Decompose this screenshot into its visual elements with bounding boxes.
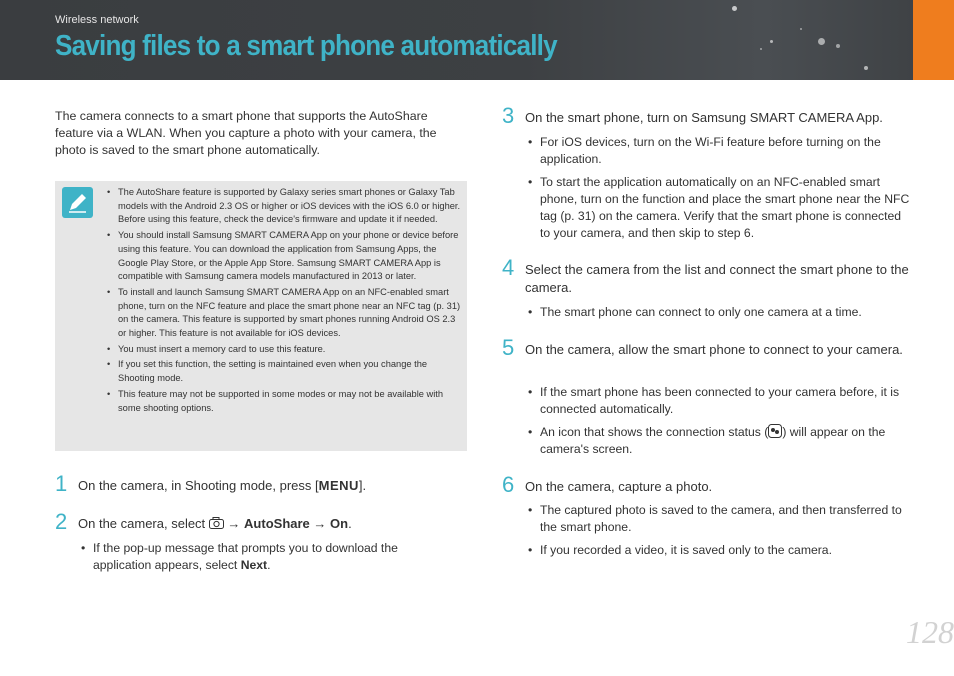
- step-4: 4 Select the camera from the list and connect the smart phone to the camera.: [502, 255, 909, 295]
- page-title: Saving files to a smart phone automatically: [55, 30, 557, 62]
- step-5-sub-1: • If the smart phone has been connected to your camera before, it is connected automatically.: [526, 384, 915, 418]
- step-3-sub-2: • To start the application automatically on an NFC-enabled smart phone, turn on the function and place the smart phone near the NFC tag (p. 31) on the camera. Verify that the smart phone is connected to your camera, and then skip to step 6.: [526, 174, 912, 242]
- step-5-sub-2: • An icon that shows the connection status ( ) will appear on the camera's screen.: [526, 424, 912, 458]
- intro-paragraph: The camera connects to a smart phone that supports the AutoShare feature via a WLAN. When you capture a photo with your camera, the photo is saved to the smart phone automatically.: [55, 109, 437, 157]
- note-item: • You must insert a memory card to use this feature.: [107, 343, 461, 357]
- step-2: 2 On the camera, select → AutoShare → On.: [55, 509, 352, 534]
- section-label: Wireless network: [55, 14, 139, 26]
- step-3-sub-1: • For iOS devices, turn on the Wi-Fi feature before turning on the application.: [526, 134, 912, 168]
- page-number: 128: [906, 614, 954, 650]
- step-number: 2: [55, 509, 68, 534]
- step-3: 3 On the smart phone, turn on Samsung SMART CAMERA App.: [502, 103, 883, 128]
- note-item: • This feature may not be supported in some modes or may not be available with some shooting options.: [107, 388, 461, 415]
- note-item: • If you set this function, the setting is maintained even when you change the Shooting mode.: [107, 358, 461, 385]
- camera-settings-icon: [209, 516, 224, 528]
- step-2-sub: • If the pop-up message that prompts you to download the application appears, select Next.: [79, 540, 443, 574]
- on-label: On: [330, 516, 349, 531]
- step-number: 5: [502, 335, 515, 360]
- step-number: 6: [502, 472, 515, 497]
- step-4-sub-1: • The smart phone can connect to only one camera at a time.: [526, 304, 912, 321]
- step-5: 5 On the camera, allow the smart phone to connect to your camera.: [502, 335, 903, 360]
- note-list: [107, 186, 461, 417]
- step-6-sub-2: • If you recorded a video, it is saved only to the camera.: [526, 542, 912, 559]
- menu-button-label: MENU: [318, 478, 359, 493]
- step-6-sub-1: • The captured photo is saved to the camera, and then transferred to the smart phone.: [526, 502, 915, 536]
- note-item: • The AutoShare feature is supported by Galaxy series smart phones or Galaxy Tab models with the Android 2.3 OS or higher or iOS devices with the iOS 6.0 or higher. Before using this feature, check the device's firmware and update it if needed.: [107, 186, 461, 227]
- note-box: [55, 181, 467, 451]
- step-number: 3: [502, 103, 515, 128]
- note-item: • To install and launch Samsung SMART CAMERA App on an NFC-enabled smart phone, turn on the NFC feature and place the smart phone near an NFC tag (p. 31) on the camera. This feature is supported by smart phones running Android OS 2.3 or higher. This feature is not available for iOS devices.: [107, 286, 461, 341]
- step-1: 1 On the camera, in Shooting mode, press [MENU].: [55, 471, 367, 496]
- note-item: • You should install Samsung SMART CAMERA App on your phone or device before using this feature. You can download the application from Samsung Apps, the Google Play Store, or the Apple App Store. Samsung SMART CAMERA App is compatible with Samsung camera models manufactured in 2013 or later.: [107, 229, 461, 284]
- step-number: 1: [55, 471, 68, 496]
- step-number: 4: [502, 255, 515, 280]
- pencil-note-icon: [62, 187, 93, 218]
- page-header: [0, 0, 954, 80]
- next-label: Next: [240, 558, 268, 572]
- autoshare-label: AutoShare: [244, 516, 310, 531]
- chapter-tab: [913, 0, 954, 80]
- connection-status-icon: [768, 424, 782, 438]
- step-6: 6 On the camera, capture a photo.: [502, 472, 713, 497]
